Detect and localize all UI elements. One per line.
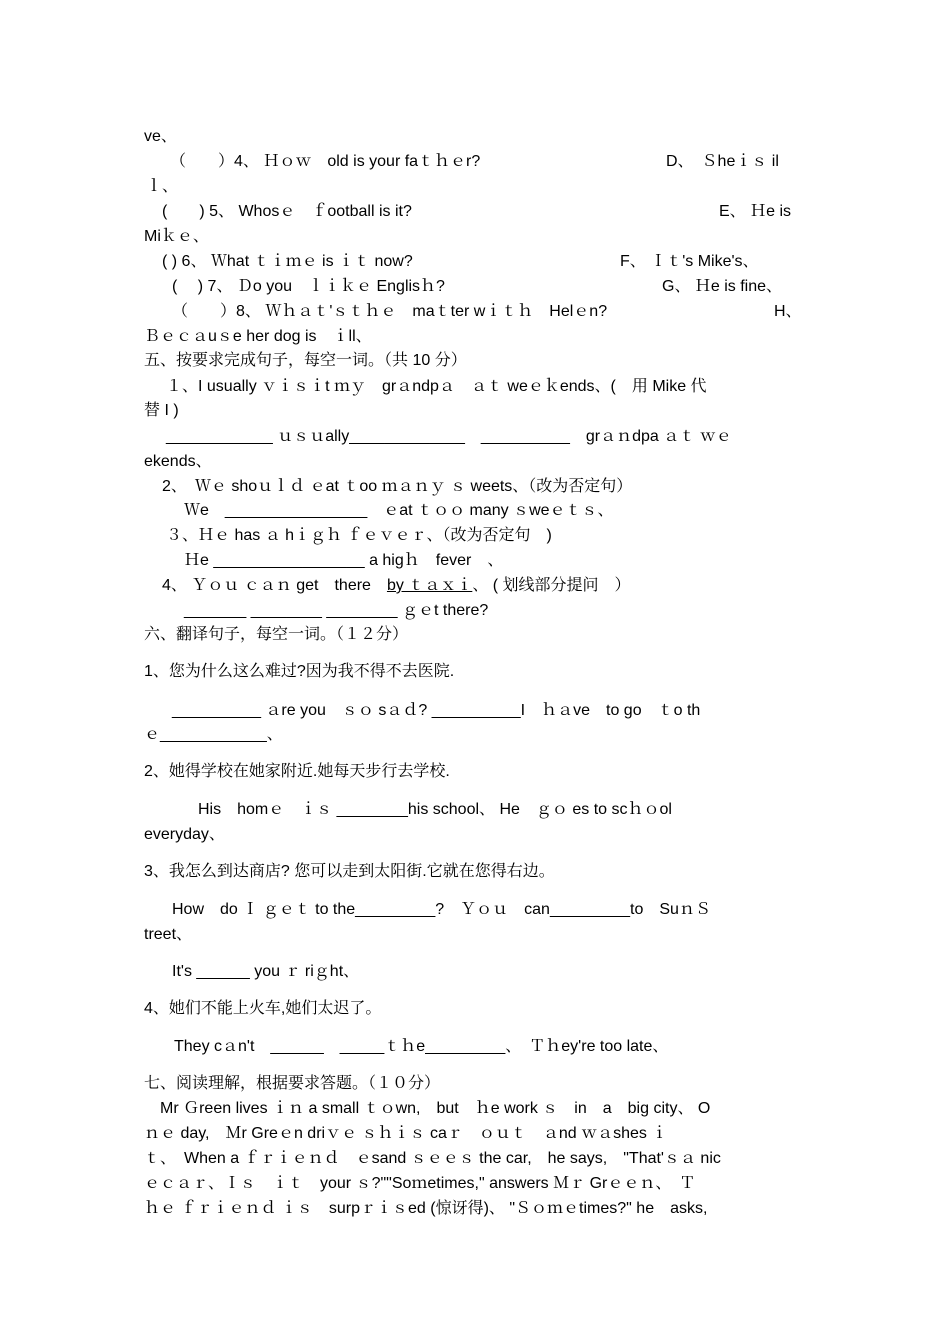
option-d: D、 Ｓheｉｓ il	[666, 153, 779, 170]
s5-q3: ３、Ｈｅ has ａ hｉｇｈ ｆｅｖｅｒ、（改为否定句 )	[166, 527, 552, 544]
s5-q2-answer: Ｗe ________________ ｅat ｔｏｏ many ｓweｅｔｓ、	[184, 502, 614, 519]
t4-chinese: 4、她们不能上火车,她们太迟了。	[144, 1000, 382, 1017]
t3-chinese: 3、我怎么到达商店? 您可以走到太阳街.它就在您得右边。	[144, 863, 555, 880]
fragment-mike: Miｋｅ、	[144, 228, 209, 245]
section5-heading: 五、按要求完成句子，每空一词。（共 10 分）	[144, 352, 467, 369]
section6-heading: 六、翻译句子，每空一词。（１２分）	[144, 626, 409, 643]
t3-english-line1: How do Ｉ ｇｅｔ to the_________? Ｙｏｕ can_________to SuｎＳ	[172, 901, 711, 918]
s5-q1-line2: 替 I )	[144, 402, 179, 419]
s5-q2: 2、 Ｗｅ shoｕｌｄ ｅat ｔoo ｍａｎｙ ｓ weets、（改为否定句）	[162, 478, 633, 495]
t2-english-line1: His homｅ ｉｓ ________his school、 He ｇｏ es to scｈｏol	[198, 801, 672, 818]
question-8: （ ）8、 Ｗｈａｔ'ｓｔｈｅ maｔter wｉｔｈ Helｅn?	[172, 303, 608, 320]
passage-line-2: ｎｅ day, Ｍr Greｅn driｖｅ ｓｈｉｓ caｒ ｏｕｔ ａnd ｗａshes ｉ	[144, 1125, 668, 1142]
s5-q3-answer: Ｈe _________________ a higｈ fever 、	[184, 552, 504, 569]
question-4: （ ）4、 Ｈｏｗ old is your faｔｈｅr?	[170, 153, 481, 170]
t4-english: They cａn't ______ _____ｔｈe_________、 Ｔｈey're too late、	[174, 1038, 669, 1055]
s5-q4-underlined: by ｔａｘｉ	[386, 577, 473, 594]
option-h: H、	[774, 303, 802, 320]
t2-chinese: 2、她得学校在她家附近.她每天步行去学校.	[144, 763, 450, 780]
option-e: E、 Ｈe is	[719, 203, 792, 220]
section7-heading: 七、阅读理解，根据要求答题。（１０分）	[144, 1075, 441, 1092]
s5-q4-answer: _______ ________ ________ ｇｅt there?	[184, 602, 489, 619]
fragment-l: ｌ、	[146, 178, 179, 195]
t1-chinese: 1、您为什么这么难过?因为我不得不去医院.	[144, 663, 455, 680]
question-5: ( ) 5、 Whosｅ ｆootball is it?	[162, 203, 412, 220]
t1-english-line1: __________ ａre you ｓｏ sａｄ? __________I ｈａve to go ｔo th	[172, 702, 701, 719]
option-h-text: Ｂｅｃａuｓe her dog is ｉll、	[144, 328, 372, 345]
passage-line-5: ｈｅ ｆｒｉｅｎｄ ｉｓ surpｒｉｓed (惊讶得)、 "Ｓｏｍｅtimes?" he asks,	[144, 1200, 708, 1217]
t3-english-line2: treet、	[144, 926, 193, 943]
passage-line-3: ｔ、 When a ｆｒｉｅｎｄ ｅsand ｓｅｅｓ the car, he says, "That'ｓａ nic	[144, 1150, 721, 1167]
option-g: G、 Ｈe is fine、	[662, 278, 783, 295]
t3-english-line3: It's ______ you ｒ riｇht、	[172, 963, 360, 980]
passage-line-1: Mr Ｇreen lives ｉｎ a small ｔｏwn, but ｈe work ｓ in a big city、 O	[160, 1100, 711, 1117]
question-7: ( ) 7、 Ｄo you ｌｉｋｅ Englisｈ?	[172, 278, 445, 295]
s5-q4	[162, 576, 631, 596]
s5-q1-answer-line1: ____________ ｕｓｕally_____________ __________ grａｎdpa ａｔ ｗｅ	[166, 428, 732, 445]
t1-english-line2: ｅ____________、	[144, 726, 283, 743]
fragment-top: ve、	[144, 128, 177, 145]
question-6: ( ) 6、 Ｗhat ｔｉｍｅ is ｉｔ now?	[162, 253, 413, 270]
s5-q4-pre: 4、 Ｙｏｕ ｃａｎ get there	[162, 577, 387, 594]
s5-q1-answer-line2: ekends、	[144, 453, 212, 470]
s5-q4-post: 、 ( 划线部分提问 ）	[472, 577, 631, 594]
passage-line-4: ｅｃａｒ、Ｉｓ ｉｔ your ｓ?""Soｍetimes," answers Ｍｒ Grｅｅｎ、 Ｔ	[144, 1175, 696, 1192]
option-f: F、 Ｉｔ's Mike's、	[620, 253, 759, 270]
s5-q1-line1: １、I usually ｖｉｓｉt ｍｙ grａndpａ ａｔ weｅｋends、( 用 Mike 代	[166, 378, 707, 395]
t2-english-line2: everyday、	[144, 826, 225, 843]
